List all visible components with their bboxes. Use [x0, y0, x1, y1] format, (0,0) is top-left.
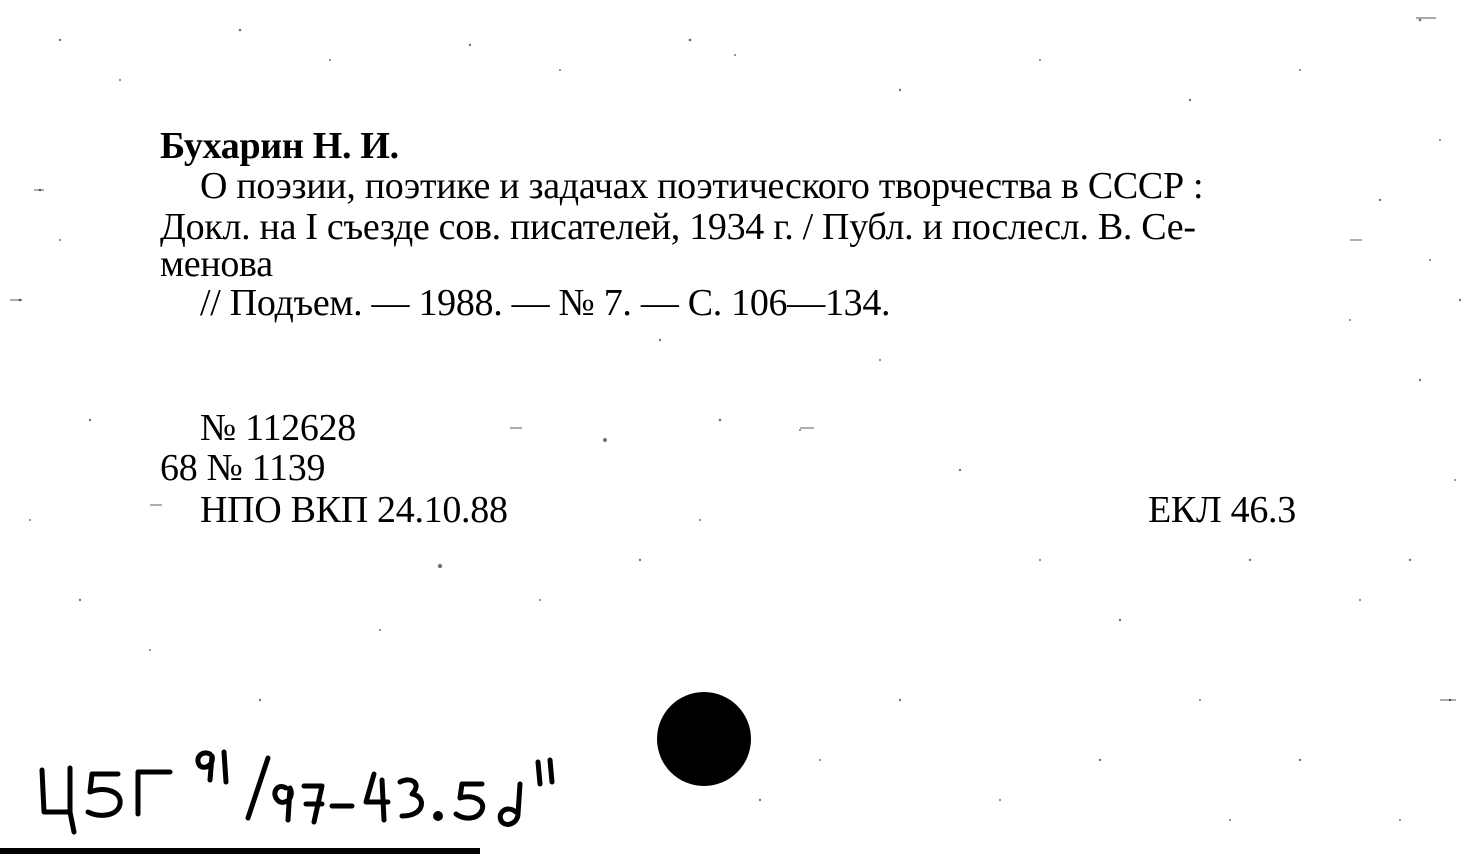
title-line-2: Докл. на I съезде сов. писателей, 1934 г. / Публ. и послесл. В. Се- — [160, 206, 1196, 248]
source-citation: // Подъем. — 1988. — № 7. — С. 106—134. — [200, 282, 891, 324]
classification-code: ЕКЛ 46.3 — [1148, 489, 1296, 531]
title-line-3: менова — [160, 243, 273, 285]
punch-hole — [657, 692, 751, 786]
card-bottom-edge — [0, 848, 480, 854]
handwritten-shelfmark — [30, 740, 630, 855]
inventory-number: № 112628 — [200, 407, 356, 449]
title-line-1: О поэзии, поэтике и задачах поэтического творчества в СССР : — [200, 165, 1204, 207]
library-date-stamp: НПО ВКП 24.10.88 — [200, 489, 508, 531]
journal-number: 68 № 1139 — [160, 447, 326, 489]
author-heading: Бухарин Н. И. — [160, 125, 399, 167]
